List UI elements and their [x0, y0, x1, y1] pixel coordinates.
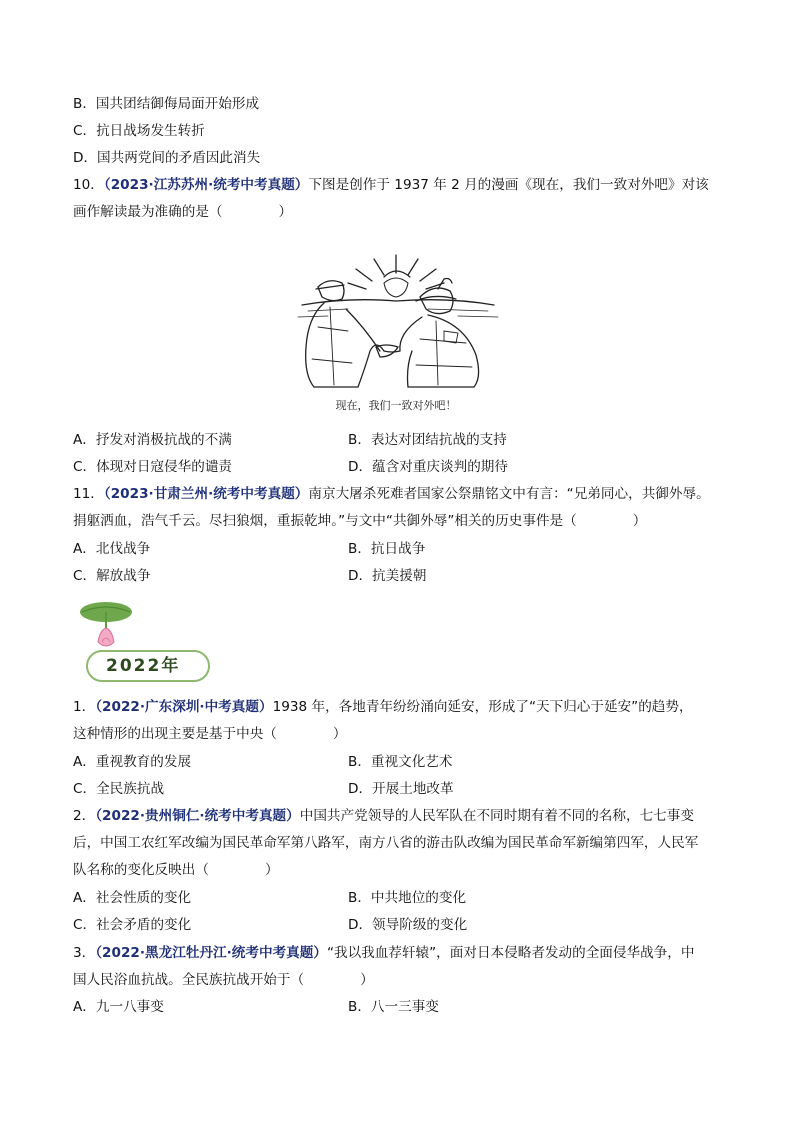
close-paren: ）	[278, 204, 293, 220]
question-text: 这种情形的出现主要是基于中央（	[73, 726, 277, 742]
q1-option-d: D．开展土地改革	[348, 781, 454, 797]
question-3-stem	[73, 943, 694, 963]
cartoon-caption: 现在，我们一致对外吧！	[335, 399, 457, 412]
q10-option-c: C．体现对日寇侵华的谴责	[73, 459, 233, 475]
q1-option-a: A．重视教育的发展	[73, 754, 192, 770]
q10-option-b: B．表达对团结抗战的支持	[348, 432, 507, 448]
q3-option-a: A．九一八事变	[73, 999, 164, 1015]
q11-option-c: C．解放战争	[73, 568, 151, 584]
close-paren: ）	[264, 862, 279, 878]
close-paren: ）	[632, 513, 647, 529]
q2-option-a: A．社会性质的变化	[73, 890, 192, 906]
close-paren: ）	[332, 726, 347, 742]
close-paren: ）	[360, 972, 374, 988]
question-number: 10．	[73, 177, 104, 193]
question-text: 捐躯洒血，浩气千云。尽扫狼烟，重振乾坤。”与文中“共御外辱”相关的历史事件是（	[73, 513, 577, 529]
question-number: 1．	[73, 699, 96, 715]
question-text: 1938 年，各地青年纷纷涌向延安，形成了“天下归心于延安”的趋势，	[272, 699, 693, 715]
question-1-stem	[73, 697, 693, 717]
question-text: 队名称的变化反映出（	[73, 862, 209, 878]
question-number: 11．	[73, 486, 104, 502]
question-source: （2023·江苏苏州·统考中考真题）	[103, 177, 309, 193]
q2-option-b: B．中共地位的变化	[348, 890, 467, 906]
q2-option-d: D．领导阶级的变化	[348, 917, 468, 933]
question-2-stem	[73, 806, 694, 826]
question-11-stem-cont	[73, 511, 646, 531]
question-number: 2．	[73, 808, 96, 824]
q2-option-c: C．社会矛盾的变化	[73, 917, 192, 933]
q3-option-b: B．八一三事变	[348, 999, 439, 1015]
question-3-stem-cont	[73, 970, 374, 990]
q1-option-b: B．重视文化艺术	[348, 754, 453, 770]
q10-option-a: A．抒发对消极抗战的不满	[73, 432, 232, 448]
question-text: 南京大屠杀死难者国家公祭鼎铭文中有言：“兄弟同心，共御外辱。	[308, 486, 710, 502]
q10-option-d: D．蕴含对重庆谈判的期待	[348, 459, 508, 475]
question-text: 中国共产党领导的人民军队在不同时期有着不同的名称，七七事变	[299, 808, 694, 824]
question-2-stem-cont2	[73, 860, 279, 880]
question-10-stem	[73, 175, 709, 195]
question-text: 国人民浴血抗战。全民族抗战开始于（	[73, 972, 305, 988]
q11-option-d: D．抗美援朝	[348, 568, 427, 584]
question-number: 3．	[73, 945, 96, 961]
question-source: （2023·甘肃兰州·统考中考真题）	[103, 486, 309, 502]
cartoon-illustration	[288, 247, 504, 415]
question-text: 下图是创作于 1937 年 2 月的漫画《现在，我们一致对外吧》对该	[308, 177, 709, 193]
section-year: 2022年	[106, 656, 181, 676]
question-11-stem	[73, 484, 710, 504]
option-d: D．国共两党间的矛盾因此消失	[73, 150, 261, 166]
question-1-stem-cont	[73, 724, 347, 744]
question-source: （2022·贵州铜仁·统考中考真题）	[95, 808, 300, 824]
option-c: C．抗日战场发生转折	[73, 123, 205, 139]
question-source: （2022·广东深圳·中考真题）	[95, 699, 273, 715]
q11-option-b: B．抗日战争	[348, 541, 426, 557]
q1-option-c: C．全民族抗战	[73, 781, 165, 797]
option-b: B．国共团结御侮局面开始形成	[73, 96, 260, 112]
question-10-stem-cont	[73, 202, 292, 222]
question-text: “我以我血荐轩辕”，面对日本侵略者发动的全面侵华战争，中	[326, 945, 695, 961]
question-text: 画作解读最为准确的是（	[73, 204, 223, 220]
question-source: （2022·黑龙江牡丹江·统考中考真题）	[95, 945, 327, 961]
question-2-stem-cont: 后，中国工农红军改编为国民革命军第八路军，南方八省的游击队改编为国民革命军新编第四军，人民军	[73, 835, 699, 851]
q11-option-a: A．北伐战争	[73, 541, 151, 557]
